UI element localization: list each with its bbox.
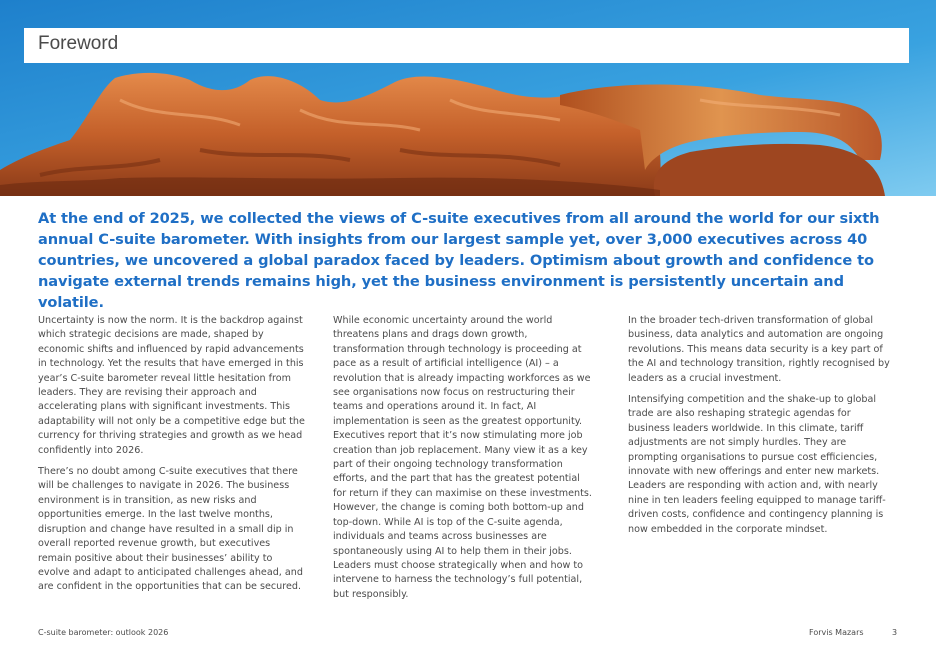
lead-paragraph: At the end of 2025, we collected the views of C-suite executives from all around the world for our sixth annual C-suite barometer. With insights from our largest sample yet, over 3,000 executives across 40 countries, we uncovered a global paradox faced by leaders. Optimism about growth and confidence to navigate external trends remains high, yet the business environment is persistently uncertain and volatile.: [38, 210, 880, 311]
body-paragraph: There’s no doubt among C-suite executives that there will be challenges to navigate in 2026. The business environment is in transition, as new risks and opportunities emerge. In the last twelve months, disruption and change have resulted in a small dip in overall reported revenue growth, but executives remain positive about their businesses’ ability to evolve and adapt to anticipated challenges ahead, and are confident in the opportunities that can be secured.: [38, 466, 303, 593]
body-paragraph: In the broader tech-driven transformation of global business, data analytics and automation are ongoing revolutions. This means data security is a key part of the AI and technology transition, rightly recognised by leaders as a crucial investment.: [628, 315, 890, 384]
body-paragraph: While economic uncertainty around the world threatens plans and drags down growth, transformation through technology is proceeding at pace as a result of artificial intelligence (AI) – a revolution that is already impacting workforces as we see organisations now focus on restructuring their teams and operations around it. In fact, AI implementation is seen as the greatest opportunity. Executives report that it’s now stimulating more job creation than job replacement. Many view it as a key part of their ongoing technology transformation efforts, and the part that has the greatest potential for return if they can maximise on these investments. However, the change is coming both bottom-up and top-down. While AI is top of the C-suite agenda, individuals and teams across businesses are spontaneously using AI to help them in their jobs. Leaders must choose strategically when and how to intervene to harness the technology’s full potential, but responsibly.: [333, 315, 592, 600]
footer-publication: C-suite barometer: outlook 2026: [38, 628, 169, 637]
page-title-banner: [24, 28, 909, 63]
body-column-3: [628, 314, 894, 544]
body-column-2: [333, 314, 595, 609]
body-paragraph: Intensifying competition and the shake-up to global trade are also reshaping strategic agendas for business leaders worldwide. In this climate, tariff adjustments are not simply hurdles. They are prompting organisations to pursue cost efficiencies, innovate with new offerings and enter new markets. Leaders are responding with action and, with nearly nine in ten leaders feeling equipped to manage tariff-driven costs, confidence and contingency planning is now embedded in the corporate mindset.: [628, 394, 886, 535]
body-column-1: [38, 314, 306, 602]
footer-brand: Forvis Mazars: [809, 628, 864, 637]
page-title: Foreword: [38, 33, 119, 54]
body-paragraph: Uncertainty is now the norm. It is the backdrop against which strategic decisions are made, shaped by economic shifts and influenced by rapid advancements in technology. Yet the results that have emerged in this year’s C-suite barometer reveal little hesitation from leaders. They are revising their approach and accelerating plans with significant investments. This adaptability will not only be a competitive edge but the currency for thriving strategies and growth as we head confidently into 2026.: [38, 315, 305, 456]
page-number: 3: [892, 628, 898, 637]
